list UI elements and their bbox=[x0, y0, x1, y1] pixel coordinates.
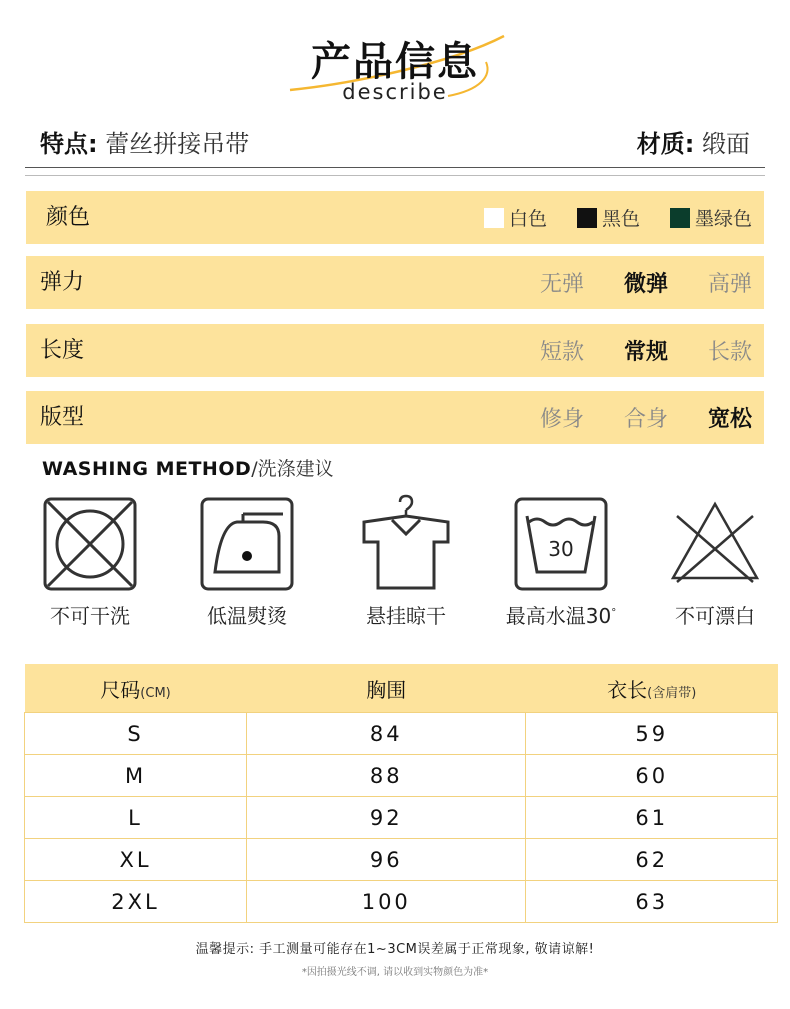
page-subtitle: describe bbox=[342, 80, 448, 104]
bust-cell: 96 bbox=[247, 839, 526, 881]
bust-cell: 84 bbox=[247, 713, 526, 755]
elasticity-label: 弹力 bbox=[40, 270, 85, 295]
wash-label: 不可漂白 bbox=[675, 604, 755, 628]
length-row bbox=[26, 324, 764, 377]
size-header bbox=[25, 664, 247, 713]
hang-dry-icon bbox=[356, 494, 456, 594]
wash-item-no-bleach bbox=[640, 494, 790, 629]
color-option-label: 墨绿色 bbox=[694, 208, 752, 230]
feature-info bbox=[40, 124, 249, 159]
length-cell: 62 bbox=[526, 839, 778, 881]
wash-label: 低温熨烫 bbox=[207, 604, 287, 628]
fit-label: 版型 bbox=[40, 405, 85, 430]
length-cell: 60 bbox=[526, 755, 778, 797]
table-row bbox=[25, 713, 778, 755]
fit-option-selected: 宽松 bbox=[707, 407, 752, 432]
size-table-header bbox=[25, 664, 778, 713]
wash-label bbox=[486, 600, 636, 629]
wash-item-no-dry-clean bbox=[15, 494, 165, 629]
color-label: 颜色 bbox=[46, 205, 91, 230]
washing-title bbox=[42, 454, 334, 481]
bust-cell: 92 bbox=[247, 797, 526, 839]
table-row bbox=[25, 797, 778, 839]
wash-temp-text: 30 bbox=[548, 537, 574, 561]
elasticity-option: 无弹 bbox=[539, 272, 584, 297]
length-cell: 61 bbox=[526, 797, 778, 839]
no-bleach-icon bbox=[665, 494, 765, 594]
length-note: (含肩带) bbox=[647, 685, 697, 701]
fit-options bbox=[500, 391, 752, 444]
length-option: 长款 bbox=[707, 340, 752, 365]
no-wash-icon bbox=[40, 494, 140, 594]
wash-30-icon bbox=[511, 494, 611, 594]
black-swatch-icon bbox=[577, 208, 597, 228]
elasticity-options bbox=[500, 256, 752, 309]
length-header bbox=[526, 664, 778, 713]
wash-item-max-30 bbox=[486, 494, 636, 629]
length-option-selected: 常规 bbox=[623, 340, 668, 365]
color-option-white bbox=[484, 204, 547, 231]
elasticity-option: 高弹 bbox=[707, 272, 752, 297]
length-cell: 59 bbox=[526, 713, 778, 755]
wash-label: 不可干洗 bbox=[50, 604, 130, 628]
white-swatch-icon bbox=[484, 208, 504, 228]
wash-label: 悬挂晾干 bbox=[366, 604, 446, 628]
color-option-label: 白色 bbox=[508, 208, 547, 230]
color-row bbox=[26, 191, 764, 244]
length-cell: 63 bbox=[526, 881, 778, 923]
length-header-label: 衣长 bbox=[607, 677, 648, 702]
table-row bbox=[25, 755, 778, 797]
feature-value: 蕾丝拼接吊带 bbox=[105, 130, 250, 158]
size-table bbox=[24, 664, 778, 923]
feature-key: 特点: bbox=[40, 130, 98, 158]
fit-row bbox=[26, 391, 764, 444]
elasticity-row bbox=[26, 256, 764, 309]
size-cell: L bbox=[25, 797, 247, 839]
wash-label-text: 最高水温30 bbox=[505, 604, 612, 628]
washing-title-en: WASHING METHOD bbox=[42, 458, 252, 480]
divider bbox=[25, 175, 765, 176]
size-unit: (CM) bbox=[140, 685, 171, 701]
low-iron-icon bbox=[197, 494, 297, 594]
footer-disclaimer: *因拍摄光线不调, 请以收到实物颜色为准* bbox=[301, 967, 489, 978]
fit-option: 合身 bbox=[623, 407, 668, 432]
footer-note: 温馨提示: 手工测量可能存在1~3CM误差属于正常现象, 敬请谅解! bbox=[195, 942, 595, 957]
degree-symbol: ° bbox=[611, 607, 617, 619]
dark-green-swatch-icon bbox=[670, 208, 690, 228]
length-options bbox=[500, 324, 752, 377]
color-options bbox=[454, 191, 752, 244]
size-cell: M bbox=[25, 755, 247, 797]
material-value: 缎面 bbox=[702, 130, 750, 158]
bust-cell: 88 bbox=[247, 755, 526, 797]
washing-title-cn: /洗涤建议 bbox=[251, 458, 334, 480]
length-label: 长度 bbox=[40, 338, 85, 363]
fit-option: 修身 bbox=[539, 407, 584, 432]
wash-item-low-iron bbox=[172, 494, 322, 629]
size-cell: S bbox=[25, 713, 247, 755]
color-option-label: 黑色 bbox=[601, 208, 640, 230]
color-option-dark-green bbox=[670, 204, 752, 231]
material-info bbox=[637, 124, 750, 159]
length-option: 短款 bbox=[539, 340, 584, 365]
size-cell: XL bbox=[25, 839, 247, 881]
page-title: 产品信息 bbox=[311, 39, 479, 85]
elasticity-option-selected: 微弹 bbox=[623, 272, 668, 297]
table-row bbox=[25, 839, 778, 881]
table-row bbox=[25, 881, 778, 923]
bust-header: 胸围 bbox=[247, 664, 526, 713]
material-key: 材质: bbox=[636, 130, 695, 158]
size-header-label: 尺码 bbox=[100, 677, 141, 702]
size-cell: 2XL bbox=[25, 881, 247, 923]
color-option-black bbox=[577, 204, 640, 231]
divider bbox=[25, 167, 765, 168]
wash-item-hang-dry bbox=[331, 494, 481, 629]
bust-cell: 100 bbox=[247, 881, 526, 923]
